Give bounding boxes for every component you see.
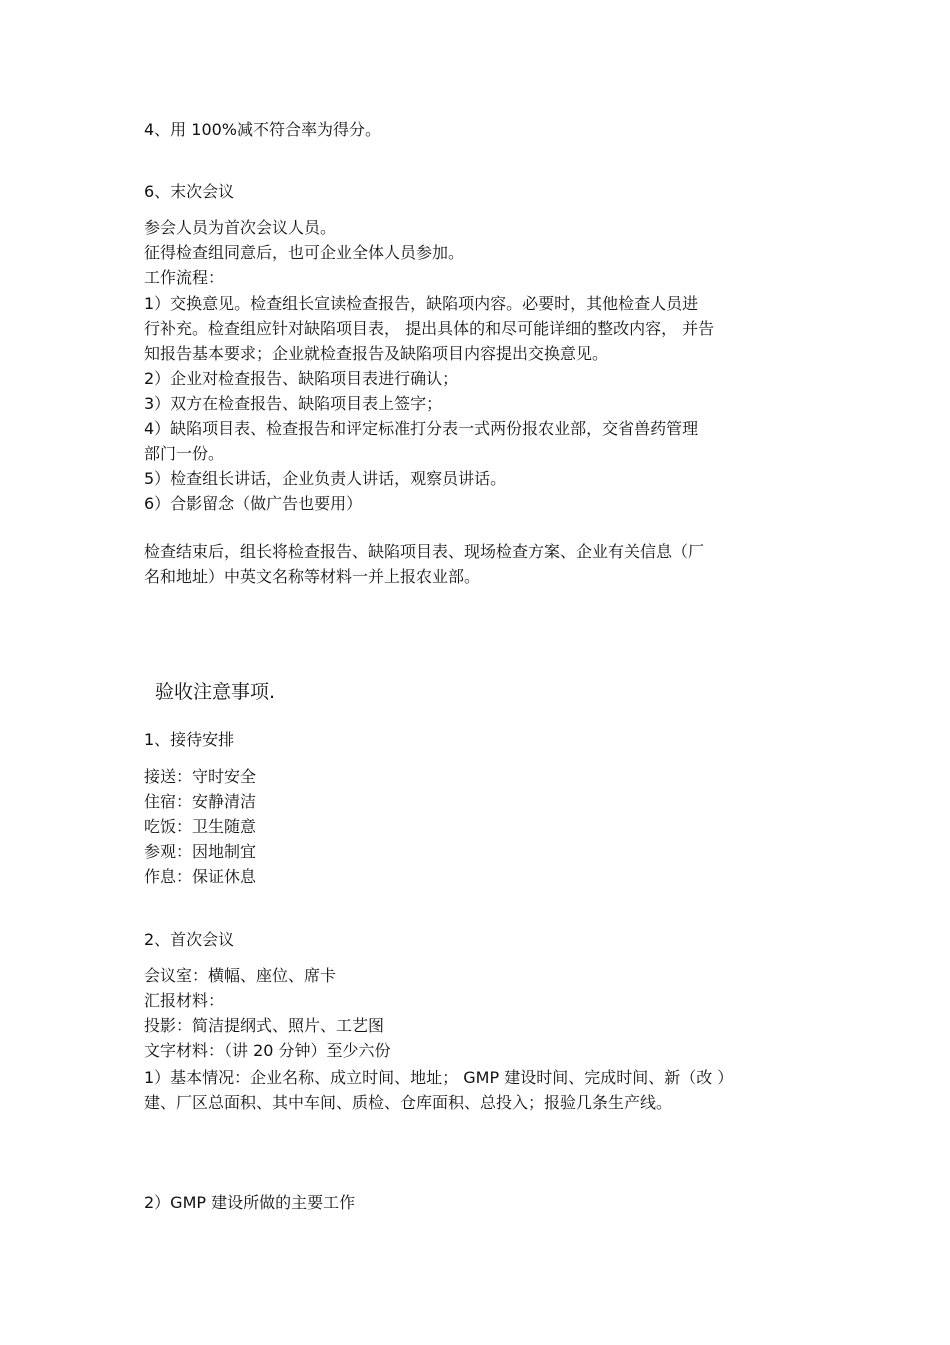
text-line: 吃饭：卫生随意	[144, 817, 257, 836]
text-line: 作息：保证休息	[144, 867, 257, 886]
section-heading: 2）GMP 建设所做的主要工作	[144, 1193, 356, 1212]
text-line: 名和地址）中英文名称等材料一并上报农业部。	[144, 567, 481, 586]
text-line: 文字材料：（讲 20 分钟）至少六份	[144, 1041, 391, 1060]
text-line: 参观：因地制宜	[144, 842, 257, 861]
text-line: 接送：守时安全	[144, 767, 257, 786]
text-line: 知报告基本要求；企业就检查报告及缺陷项目内容提出交换意见。	[144, 344, 609, 363]
page-title: 验收注意事项.	[155, 681, 276, 703]
text-line: 1）交换意见。检查组长宣读检查报告，缺陷项内容。必要时，其他检查人员进	[144, 294, 699, 313]
text-line: 工作流程：	[144, 268, 225, 287]
text-line: 部门一份。	[144, 444, 225, 463]
text-line: 参会人员为首次会议人员。	[144, 218, 337, 237]
section-heading: 1、接待安排	[144, 730, 235, 749]
text-line: 行补充。检查组应针对缺陷项目表， 提出具体的和尽可能详细的整改内容， 并告	[144, 319, 715, 338]
text-line: 会议室：横幅、座位、席卡	[144, 966, 337, 985]
section-heading: 6、末次会议	[144, 182, 235, 201]
text-line: 2）企业对检查报告、缺陷项目表进行确认；	[144, 369, 459, 388]
text-line: 征得检查组同意后，也可企业全体人员参加。	[144, 243, 465, 262]
text-line: 住宿：安静清洁	[144, 792, 257, 811]
text-line: 3）双方在检查报告、缺陷项目表上签字；	[144, 394, 443, 413]
text-line: 1）基本情况：企业名称、成立时间、地址； GMP 建设时间、完成时间、新（改 ）	[144, 1068, 734, 1087]
text-line: 5）检查组长讲话，企业负责人讲话，观察员讲话。	[144, 469, 507, 488]
text-line: 检查结束后，组长将检查报告、缺陷项目表、现场检查方案、企业有关信息（厂	[144, 542, 705, 561]
section-heading: 2、首次会议	[144, 930, 235, 949]
text-line: 投影：简洁提纲式、照片、工艺图	[144, 1016, 385, 1035]
text-line: 6）合影留念（做广告也要用）	[144, 494, 363, 513]
text-line: 建、厂区总面积、其中车间、质检、仓库面积、总投入；报验几条生产线。	[144, 1093, 673, 1112]
text-line: 4、用 100%减不符合率为得分。	[144, 120, 382, 139]
text-line: 4）缺陷项目表、检查报告和评定标准打分表一式两份报农业部，交省兽药管理	[144, 419, 699, 438]
text-line: 汇报材料：	[144, 991, 225, 1010]
